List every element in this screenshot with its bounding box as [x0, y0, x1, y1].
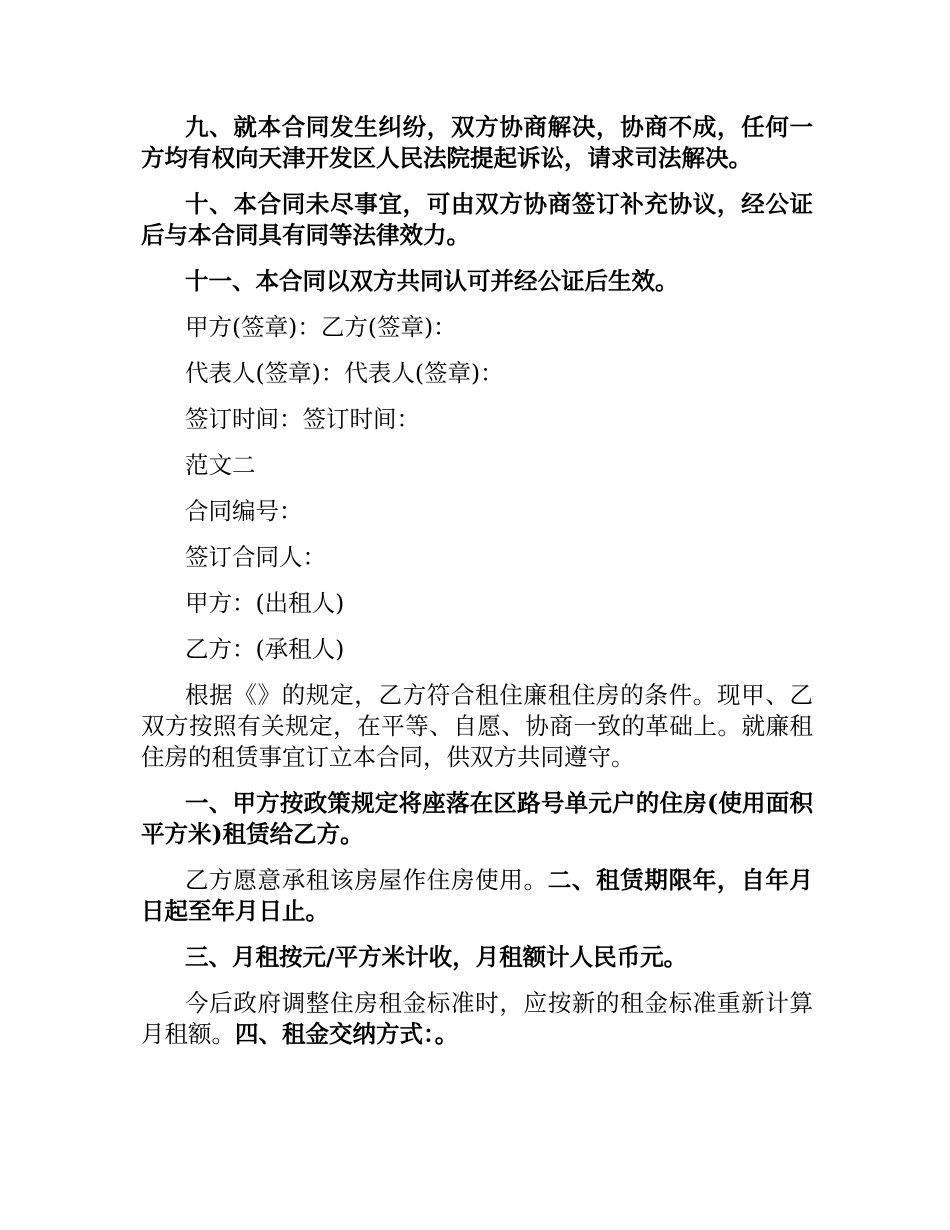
- clause-3-paragraph: 三、月租按元/平方米计收，月租额计人民币元。: [185, 943, 688, 971]
- party-a-line: 甲方：(出租人): [185, 589, 345, 617]
- contract-number-line: 合同编号：: [185, 497, 303, 525]
- signature-line-representatives: 代表人(签章)：代表人(签章)：: [185, 359, 504, 387]
- signatory-line: 签订合同人：: [185, 543, 326, 571]
- clause-2-text: 二、租赁期限年，自年月日起至年月日止。: [141, 866, 814, 925]
- signature-line-parties: 甲方(签章)：乙方(签章)：: [185, 313, 457, 341]
- signature-line-date: 签订时间：签订时间：: [185, 405, 420, 433]
- sample-two-heading: 范文二: [185, 451, 256, 479]
- preamble-paragraph: 根据《》的规定，乙方符合租住廉租住房的条件。现甲、乙双方按照有关规定，在平等、自愿、协商一致的革础上。就廉租住房的租赁事宜订立本合同，供双方共同遵守。: [141, 681, 813, 771]
- rent-adjust-text: 今后政府调整住房租金标准时，应按新的租金标准重新计算月租额。: [141, 989, 813, 1048]
- party-b-line: 乙方：(承租人): [185, 635, 345, 663]
- clause-11-paragraph: 十一、本合同以双方共同认可并经公证后生效。: [185, 267, 679, 295]
- document-body: [141, 112, 813, 1065]
- clause-4-text: 四、租金交纳方式：。: [235, 1020, 459, 1048]
- rent-adjust-paragraph: [141, 988, 813, 1050]
- usage-and-term-paragraph: [141, 865, 813, 927]
- usage-note-text: 乙方愿意承租该房屋作住房使用。: [185, 866, 548, 894]
- clause-1-paragraph: 一、甲方按政策规定将座落在区路号单元户的住房(使用面积平方米)租赁给乙方。: [141, 789, 813, 848]
- clause-9-paragraph: 九、就本合同发生纠纷，双方协商解决，协商不成，任何一方均有权向天津开发区人民法院提起诉讼，请求司法解决。: [141, 113, 813, 172]
- clause-10-paragraph: 十、本合同未尽事宜，可由双方协商签订补充协议，经公证后与本合同具有同等法律效力。: [141, 190, 813, 249]
